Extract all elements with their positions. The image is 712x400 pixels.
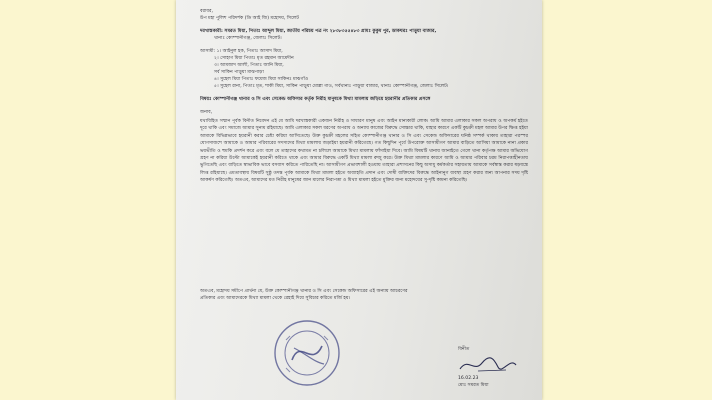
petitioner-line: দরখাস্তকারী: সমরত মিয়া, পিতাঃ আব্দুল মিয়া, জাতীয় পরিচয় পত্র নং ২৮৩৮৩৫৫৪৮৩ গ্রামঃ কুকুম পুর, ডাকঘরঃ পাড়ুয়া বাজার, [200,29,437,34]
round-seal-stamp [272,318,342,388]
addressee-name: উপ মহা পুলিশ পরিদর্শক (ডি আই জি) মহোদয়, সিলেট [200,16,299,21]
signature-block [458,346,538,389]
accused-item: সর্ব সাকিন পাড়ুয়া মাঝপাড়া [214,70,264,75]
accused-item: ৫। সুহেল রানা, পিতাঃ মৃত, শাকী মিয়া, সাকিন পাড়ুয়া মোল্লা গাও, সর্বথানাঃ পাড়ুয়া বাজার, থানাঃ কোম্পানীগঞ্জ, জেলাঃ সিলেট। [214,84,449,89]
handwritten-signature [458,353,528,375]
salutation: জনাব, [200,110,213,115]
subject-line: বিষয়ঃ কোম্পানীগঞ্জ থানার ও সি এবং সেকেন্ড অফিসার কর্তৃক নিরীহ মানুষকে মিথ্যা মামলায় জড়িয়ে হয়রানীর প্রতিকার প্রসঙ্গে [200,97,431,102]
accused-item: ৩। আমজাদ আলী, পিতাঃ জানি মিয়া, [214,63,284,68]
addressee-label: বরাবর, [200,9,213,14]
petition-letter [176,0,542,400]
accused-label: আসামী: ১। আইনুল হক, পিতাঃ আসাদ মিয়া, [200,49,283,54]
signer-name: মোঃ সমরত মিয়া [458,383,489,388]
closing-line-cont: প্রতিকার এবং আমাদেরকে মিথ্যা মামলা থেকে রেহাই দিয়ে সুবিচার করিতে মর্জি হয়। [200,296,351,301]
accused-item: ২। সোহাগ মিয়া পিতাঃ মৃত রহমান আমেদীন [214,56,294,61]
signoff-text: বিনীত [458,347,470,352]
signature-date: 16.02.23 [458,376,479,381]
body-paragraph: যথাবিহিত সম্মান পূর্বক বিনীত নিবেদন এই যে আমি দরখাস্তকারী একজন নিরীহ ও সাধারণ মানুষ এবং আইন মান্যকারী লোক। আমি আমার এলাকার সকল অপরাধ ও অপকর্ম হইতে দূরে থাকি এবং সমাজে আমার সুনাম রহিয়াছে। আমি এলাকার সকল ধরণের অপরাধ ও অন্যায় কাজের বিরুদ্ধে সোচ্চার থাকি, যাহার কারণে একটি কুচক্রী মহল আমার উপর ক্ষিপ্ত হইয়া আমাকে বিভিন্নভাবে হয়রানী করার চেষ্টা করিয়া আসিতেছে। উক্ত কুচক্রী মহলের সহিত কোম্পানীগঞ্জ থানার ও সি এবং সেকেন্ড অফিসারের ঘনিষ্ঠ সম্পর্ক থাকায় তাহারা পরস্পর যোগসাজশে আমাকে ও আমার পরিবারের সদস্যদের মিথ্যা মামলায় জড়াইয়া হয়রানী করিতেছে। গত কিছুদিন পূর্বে উপরোক্ত আসামীগণ আমার বাড়িতে আসিয়া আমাকে নানা প্রকার ভয়ভীতি ও হুমকি প্রদর্শন করে এবং বলে যে তাহাদের কথামত না চলিলে আমাকে মিথ্যা মামলায় ফাঁসাইয়া দিবে। আমি বিষয়টি থানায় জানাইতে গেলে থানা কর্তৃপক্ষ আমার অভিযোগ গ্রহণ না করিয়া উল্টো আমাকেই হয়রানী করিতে থাকে এবং আমার বিরুদ্ধে একটি মিথ্যা মামলা রুজু করে। উক্ত মিথ্যা মামলার কারণে আমি ও আমার পরিবার চরম নিরাপত্তাহীনতায় ভুগিতেছি এবং বাড়িতে স্বাভাবিক ভাবে বসবাস করিতে পারিতেছি না। আসামীগণ প্রভাবশালী হওয়ায় তাহারা প্রশাসনের কিছু অসাধু কর্মকর্তার সহায়তায় আমাকে সর্বস্বান্ত করার ষড়যন্ত্রে লিপ্ত রহিয়াছে। এমতাবস্থায় বিষয়টি সুষ্ঠু তদন্ত পূর্বক আমাকে মিথ্যা মামলা হইতে অব্যাহতি প্রদান এবং দোষী ব্যক্তিদের বিরুদ্ধে আইনানুগ ব্যবস্থা গ্রহণ করার জন্য আপনার সদয় দৃষ্টি আকর্ষণ করিতেছি। অতএব, আমাদের মত নিরীহ মানুষের জান মালের নিরাপত্তা ও মিথ্যা মামলা হইতে মুক্তির জন্য মহোদয়ের সু-দৃষ্টি কামনা করিতেছি। [200,119,528,184]
closing-line: অতএব, মহোদয় সমীপে প্রার্থনা যে, উক্ত কোম্পানীগঞ্জ থানার ও সি এবং সেকেন্ড অফিসারের এই অন্যায় আচরণের [200,289,408,294]
accused-item: ৪। সুহেল মিয়া পিতাঃ ফয়েজ মিয়া সাকিনঃ মাঝগাঁও [214,77,309,82]
petitioner-line-cont: থানাঃ কোম্পানীগঞ্জ, জেলাঃ সিলেট। [214,36,282,41]
